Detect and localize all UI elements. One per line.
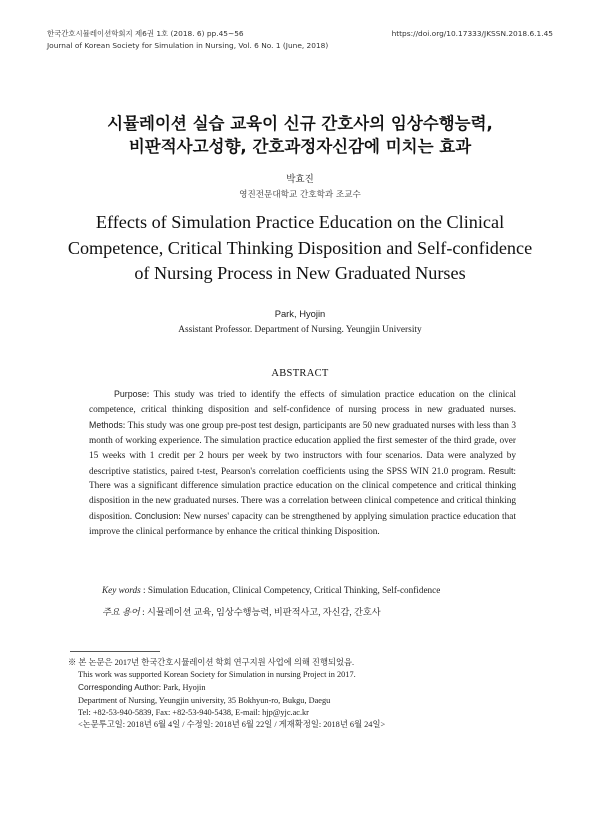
korean-title-line: 시뮬레이션 실습 교육이 신규 간호사의 임상수행능력,	[107, 114, 493, 133]
corresponding-author-label: Corresponding Author	[78, 682, 159, 693]
footnote-divider	[70, 651, 160, 652]
korean-author: 박효진	[286, 174, 314, 185]
author-address: Department of Nursing, Yeungjin university, 35 Bokhyun-ro, Bukgu, Daegu	[78, 695, 331, 705]
purpose-label: Purpose	[114, 389, 147, 399]
conclusion-label: Conclusion	[134, 511, 179, 522]
english-title-line: Competence, Critical Thinking Disposition and Self-confidence	[67, 237, 533, 258]
methods-label: Methods	[89, 419, 123, 430]
english-author: Park, Hyojin	[274, 308, 326, 319]
english-affiliation: Assistant Professor. Department of Nursing. Yeungjin University	[178, 325, 422, 335]
keywords-ko	[102, 604, 542, 618]
purpose-text: : This study was tried to identify the effects of simulation practice education on the clinical competence, critical thinking disposition and self-confidence of nursing process in new graduated nurses.	[89, 390, 516, 415]
result-label: Result	[488, 465, 514, 476]
corresponding-author	[68, 681, 538, 694]
corresponding-author-name: : Park, Hyojin	[158, 683, 206, 693]
english-title-line: of Nursing Process in New Graduated Nurses	[134, 263, 466, 283]
funding-note-ko: ※ 본 논문은 2017년 한국간호시뮬레이션 학회 연구지원 사업에 의해 진행되었음.	[68, 658, 355, 667]
funding-note-en: This work was supported Korean Society for Simulation in nursing Project in 2017.	[78, 670, 356, 680]
korean-title	[0, 112, 600, 158]
english-title-line: Effects of Simulation Practice Education on the Clinical	[95, 212, 505, 232]
result-text: : There was a significant difference simulation practice education on the clinical competence and critical thinking disposition in the new graduated nurses. There was a correlation between clinical competence and critical thinking disposition.	[89, 466, 516, 523]
abstract-body	[89, 387, 516, 540]
keywords-ko-label: 주요 용어	[102, 607, 140, 617]
keywords-ko-text: : 시뮬레이션 교육, 임상수행능력, 비판적사고, 자신감, 간호사	[142, 607, 381, 617]
korean-affiliation: 영진전문대학교 간호학과 조교수	[239, 190, 361, 200]
doi-link[interactable]: https://doi.org/10.17333/JKSSN.2018.6.1.45	[391, 29, 553, 38]
keywords-en	[102, 585, 542, 595]
keywords-en-text: : Simulation Education, Clinical Competency, Critical Thinking, Self-confidence	[143, 585, 441, 595]
abstract-heading: ABSTRACT	[271, 368, 329, 379]
journal-citation-en: Journal of Korean Society for Simulation in Nursing, Vol. 6 No. 1 (June, 2018)	[47, 40, 329, 50]
keywords-en-label: Key words	[102, 585, 141, 595]
english-title	[40, 210, 560, 287]
submission-dates: <논문투고일: 2018년 6월 4일 / 수정일: 2018년 6월 22일 / 게재확정일: 2018년 6월 24일>	[78, 720, 386, 730]
running-header	[47, 28, 553, 51]
footnote	[68, 657, 538, 731]
methods-text: : This study was one group pre-post test design, participants are 50 new graduated nurses with less than 3 month of working experience. The simulation practice education applied the first semester of the third grade, over 15 weeks with 1 credit per 2 hours per week by two instructors with four scenarios. Data were analyzed by descriptive statistics, paired t-test, Pearson's correlation coefficients using the SPSS WIN 21.0 program.	[89, 420, 516, 477]
korean-title-line: 비판적사고성향, 간호과정자신감에 미치는 효과	[128, 137, 472, 156]
author-contact: Tel: +82-53-940-5839, Fax: +82-53-940-5438, E-mail: hjp@yjc.ac.kr	[78, 707, 309, 717]
journal-citation-ko: 한국간호시뮬레이션학회지 제6권 1호 (2018. 6) pp.45~56	[47, 29, 244, 38]
conclusion-text: : New nurses' capacity can be strengthened by applying simulation practice education that improve the clinical performance by enhance the critical thinking Disposition.	[89, 512, 517, 538]
